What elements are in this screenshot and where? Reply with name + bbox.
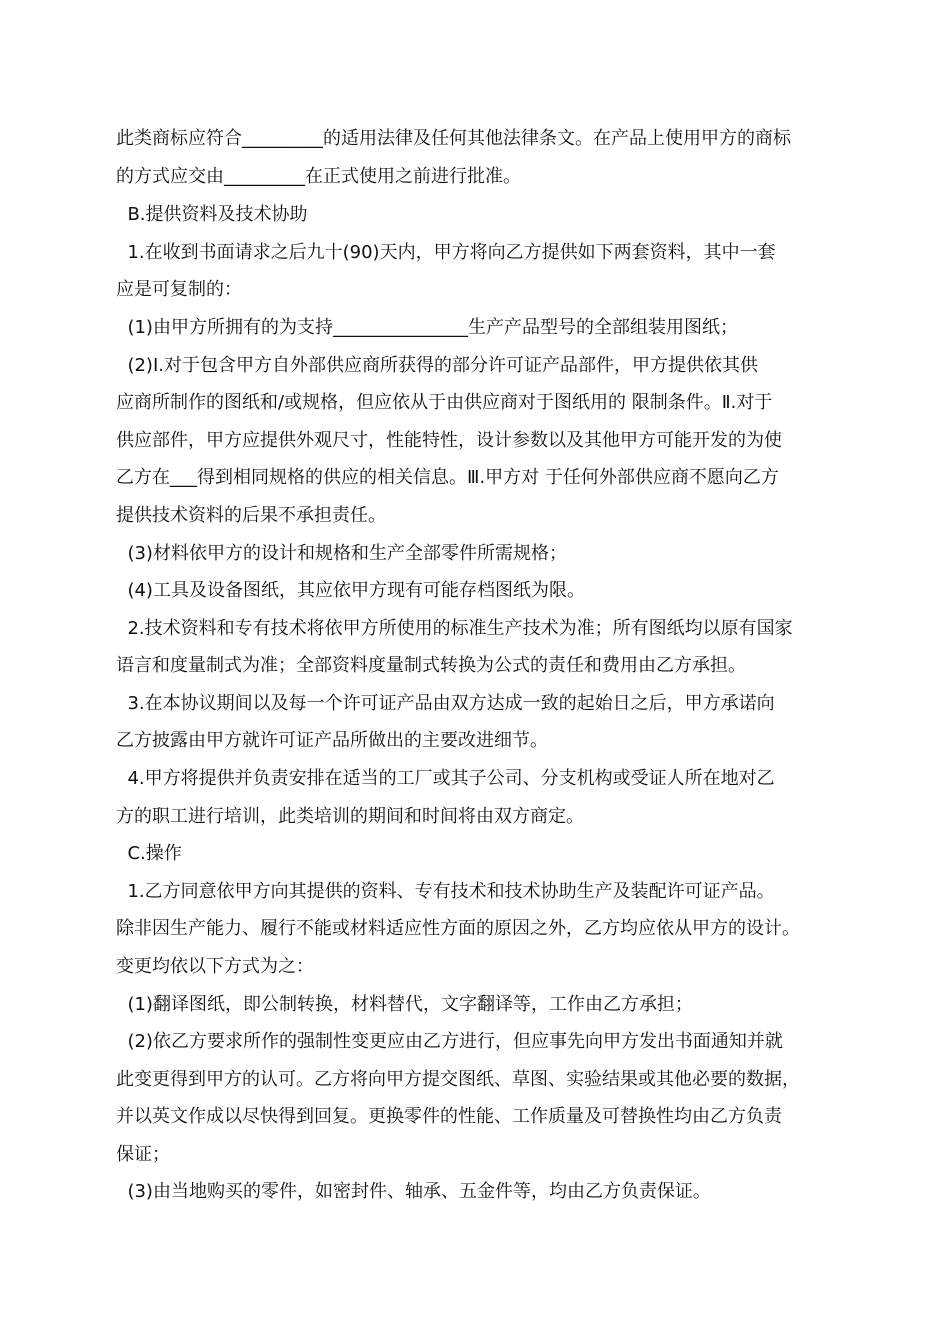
paragraph-line: 1.乙方同意依甲方向其提供的资料、专有技术和技术协助生产及装配许可证产品。 (116, 881, 775, 902)
paragraph-line: 的方式应交由_________在正式使用之前进行批准。 (116, 166, 521, 187)
paragraph-line: 语言和度量制式为准；全部资料度量制式转换为公式的责任和费用由乙方承担。 (116, 655, 746, 676)
paragraph-line: 乙方在___得到相同规格的供应的相关信息。Ⅲ.甲方对 于任何外部供应商不愿向乙方 (116, 467, 779, 488)
paragraph-line: (2)依乙方要求所作的强制性变更应由乙方进行，但应事先向甲方发出书面通知并就 (116, 1031, 783, 1052)
paragraph-line: (3)材料依甲方的设计和规格和生产全部零件所需规格； (116, 543, 567, 564)
paragraph-line: 4.甲方将提供并负责安排在适当的工厂或其子公司、分支机构或受证人所在地对乙 (116, 768, 775, 789)
paragraph-line: 1.在收到书面请求之后九十(90)天内，甲方将向乙方提供如下两套资料，其中一套 (116, 242, 776, 263)
paragraph-line: 3.在本协议期间以及每一个许可证产品由双方达成一致的起始日之后，甲方承诺向 (116, 693, 775, 714)
paragraph-line: (1)由甲方所拥有的为支持_______________生产产品型号的全部组装用图纸； (116, 317, 738, 338)
section-heading: C.操作 (116, 843, 182, 864)
paragraph-line: 应商所制作的图纸和/或规格，但应依从于由供应商对于图纸用的 限制条件。Ⅱ.对于 (116, 392, 773, 413)
paragraph-line: 提供技术资料的后果不承担责任。 (116, 505, 386, 526)
section-heading: B.提供资料及技术协助 (116, 204, 308, 225)
paragraph-line: 此变更得到甲方的认可。乙方将向甲方提交图纸、草图、实验结果或其他必要的数据， (116, 1069, 800, 1090)
paragraph-line: (1)翻译图纸，即公制转换，材料替代，文字翻译等，工作由乙方承担； (116, 994, 693, 1015)
paragraph-line: 并以英文作成以尽快得到回复。更换零件的性能、工作质量及可替换性均由乙方负责 (116, 1106, 782, 1127)
paragraph-line: 除非因生产能力、履行不能或材料适应性方面的原因之外，乙方均应依从甲方的设计。 (116, 918, 800, 939)
paragraph-line: 2.技术资料和专有技术将依甲方所使用的标准生产技术为准；所有图纸均以原有国家 (116, 618, 793, 639)
paragraph-line: 乙方披露由甲方就许可证产品所做出的主要改进细节。 (116, 730, 548, 751)
paragraph-line: 变更均依以下方式为之： (116, 956, 314, 977)
paragraph-line: (3)由当地购买的零件，如密封件、轴承、五金件等，均由乙方负责保证。 (116, 1181, 711, 1202)
paragraph-line: 方的职工进行培训，此类培训的期间和时间将由双方商定。 (116, 806, 584, 827)
paragraph-line: 应是可复制的： (116, 279, 242, 300)
paragraph-line: (4)工具及设备图纸，其应依甲方现有可能存档图纸为限。 (116, 580, 585, 601)
paragraph-line: 供应部件，甲方应提供外观尺寸，性能特性，设计参数以及其他甲方可能开发的为使 (116, 430, 782, 451)
paragraph-line: 此类商标应符合_________的适用法律及任何其他法律条文。在产品上使用甲方的商标 (116, 128, 791, 149)
paragraph-line: (2)Ⅰ.对于包含甲方自外部供应商所获得的部分许可证产品部件，甲方提供依其供 (116, 355, 758, 376)
paragraph-line: 保证； (116, 1144, 170, 1165)
